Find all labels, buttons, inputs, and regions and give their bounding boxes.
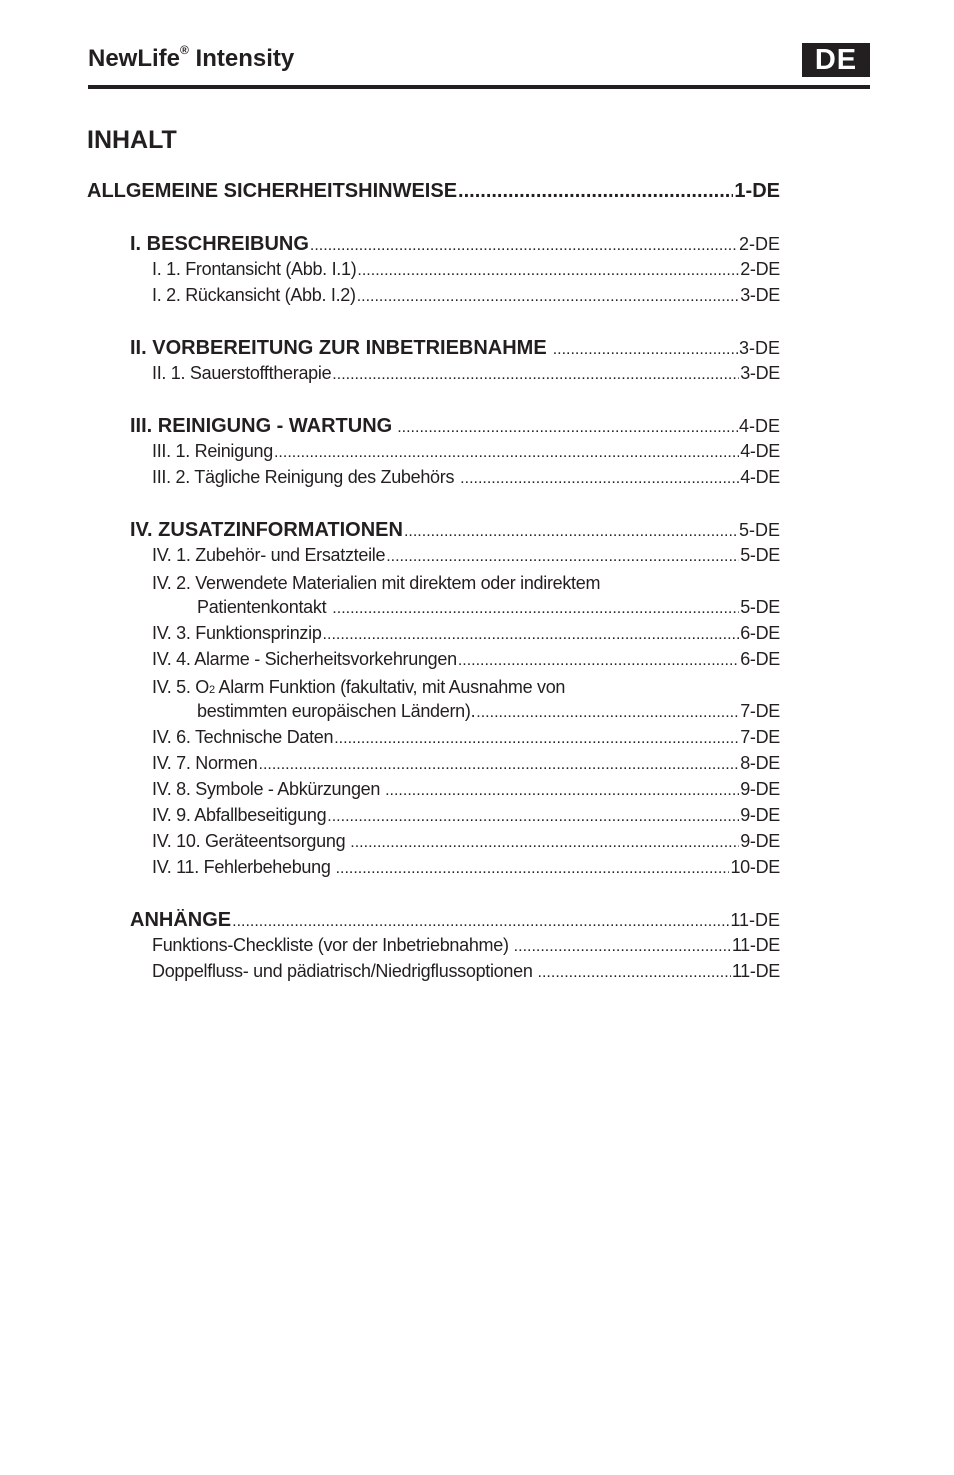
toc-item-page: 9-DE (740, 805, 780, 825)
toc-item-page: 3-DE (740, 363, 780, 383)
toc-item-title: IV. 8. Symbole - Abkürzungen (152, 779, 381, 799)
toc-item-title-line1 (152, 677, 565, 698)
product-name: Intensity (188, 45, 295, 72)
toc-item-title: Patientenkontakt (197, 597, 327, 617)
toc-entry-title: ALLGEMEINE SICHERHEITSHINWEISE (87, 180, 458, 202)
toc-section-page: 3-DE (738, 338, 780, 358)
toc-item-title: III. 1. Reinigung (152, 441, 273, 461)
toc-entry-general-safety[interactable] (87, 180, 780, 204)
toc-item-title: III. 2. Tägliche Reinigung des Zubehörs (152, 467, 455, 487)
toc-item-title: IV. 3. Funktionsprinzip (152, 623, 322, 643)
toc-item[interactable] (152, 727, 780, 751)
dot-leader (336, 860, 730, 878)
toc-item-title: Funktions-Checkliste (vor der Inbetriebnahme) (152, 935, 509, 955)
brand-title (88, 45, 294, 73)
dot-leader (327, 808, 739, 826)
toc-item-title: IV. 7. Normen (152, 753, 258, 773)
toc-section-vorbereitung[interactable] (130, 337, 780, 361)
toc-section-title: ANHÄNGE (130, 909, 232, 931)
toc-item-title: IV. 9. Abfallbeseitigung (152, 805, 327, 825)
toc-section-zusatzinformationen[interactable] (130, 519, 780, 543)
o2-rest: Alarm Funktion (fakultativ, mit Ausnahme von (214, 677, 566, 697)
dot-leader (458, 652, 739, 670)
toc-section-page: 5-DE (738, 520, 780, 540)
toc-section-beschreibung[interactable] (130, 233, 780, 257)
language-badge: DE (802, 43, 870, 77)
toc-item-title: bestimmten europäischen Ländern). (197, 701, 476, 721)
toc-item-title: IV. 6. Technische Daten (152, 727, 334, 747)
toc-item-page: 2-DE (740, 259, 780, 279)
toc-item-title: I. 2. Rückansicht (Abb. I.2) (152, 285, 356, 305)
dot-leader (332, 366, 739, 384)
dot-leader (538, 964, 731, 982)
toc-section-title: I. BESCHREIBUNG (130, 233, 309, 255)
toc-item[interactable] (152, 649, 780, 673)
toc-section-anhaenge[interactable] (130, 909, 780, 933)
dot-leader (332, 600, 739, 618)
toc-section-reinigung[interactable] (130, 415, 780, 439)
dot-leader (232, 913, 729, 931)
dot-leader (553, 341, 738, 359)
toc-section-page: 2-DE (738, 234, 780, 254)
header-divider (88, 85, 870, 89)
toc-item[interactable] (152, 857, 780, 881)
toc-item-page: 8-DE (740, 753, 780, 773)
dot-leader (476, 704, 739, 722)
toc-item-page: 11-DE (731, 961, 780, 981)
toc-item-page: 7-DE (740, 701, 780, 721)
toc-item[interactable] (152, 779, 780, 803)
dot-leader (357, 288, 739, 306)
brand-name: NewLife (88, 45, 181, 72)
toc-item-title: IV. 1. Zubehör- und Ersatzteile (152, 545, 386, 565)
o2-prefix: IV. 5. O (152, 677, 209, 697)
toc-item-page: 3-DE (740, 285, 780, 305)
dot-leader (386, 548, 739, 566)
toc-section-title: III. REINIGUNG - WARTUNG (130, 415, 393, 437)
dot-leader (350, 834, 739, 852)
toc-item[interactable] (197, 701, 780, 725)
toc-item-title: IV. 11. Fehlerbehebung (152, 857, 331, 877)
toc-item[interactable] (152, 935, 780, 959)
toc-item[interactable] (197, 597, 780, 621)
toc-item-page: 11-DE (731, 935, 780, 955)
toc-item-page: 9-DE (740, 779, 780, 799)
toc-item-page: 6-DE (740, 649, 780, 669)
dot-leader (334, 730, 739, 748)
dot-leader (404, 523, 738, 541)
toc-entry-page: 1-DE (734, 180, 780, 202)
dot-leader (310, 237, 738, 255)
toc-item-title: IV. 10. Geräteentsorgung (152, 831, 346, 851)
dot-leader (357, 262, 739, 280)
toc-item[interactable] (152, 831, 780, 855)
o2-subscript: 2 (208, 684, 215, 696)
toc-section-page: 4-DE (738, 416, 780, 436)
toc-section-title: IV. ZUSATZINFORMATIONEN (130, 519, 403, 541)
toc-item-title: Doppelfluss- und pädiatrisch/Niedrigflussoptionen (152, 961, 533, 981)
dot-leader (274, 444, 739, 462)
toc-item-title: II. 1. Sauerstofftherapie (152, 363, 332, 383)
dot-leader (385, 782, 739, 800)
toc-item-title: I. 1. Frontansicht (Abb. I.1) (152, 259, 357, 279)
toc-item[interactable] (152, 753, 780, 777)
toc-item-page: 6-DE (740, 623, 780, 643)
dot-leader (259, 756, 740, 774)
toc-item-page: 5-DE (740, 597, 780, 617)
toc-item-title: IV. 4. Alarme - Sicherheitsvorkehrungen (152, 649, 457, 669)
toc-section-page: 11-DE (730, 910, 780, 930)
registered-mark: ® (180, 43, 189, 57)
toc-item-page: 4-DE (740, 467, 780, 487)
dot-leader (514, 938, 731, 956)
toc-item[interactable] (152, 285, 780, 309)
toc-item[interactable] (152, 623, 780, 647)
toc-item[interactable] (152, 441, 780, 465)
toc-item-page: 5-DE (740, 545, 780, 565)
dot-leader (397, 419, 738, 437)
toc-item-title-line1: IV. 2. Verwendete Materialien mit direktem oder indirektem (152, 573, 601, 593)
toc-item[interactable] (152, 961, 780, 985)
dot-leader (458, 180, 733, 203)
toc-item[interactable] (152, 363, 780, 387)
dot-leader (460, 470, 739, 488)
toc-title: INHALT (87, 126, 177, 154)
page-header (88, 40, 870, 89)
toc-item[interactable] (152, 467, 780, 491)
toc-item-page: 10-DE (730, 857, 780, 877)
toc-item-page: 7-DE (740, 727, 780, 747)
toc-item[interactable] (152, 545, 780, 569)
toc-section-title: II. VORBEREITUNG ZUR INBETRIEBNAHME (130, 337, 547, 359)
toc-item-page: 9-DE (740, 831, 780, 851)
toc-item-page: 4-DE (740, 441, 780, 461)
toc-item[interactable] (152, 805, 780, 829)
toc-item[interactable] (152, 259, 780, 283)
dot-leader (323, 626, 740, 644)
